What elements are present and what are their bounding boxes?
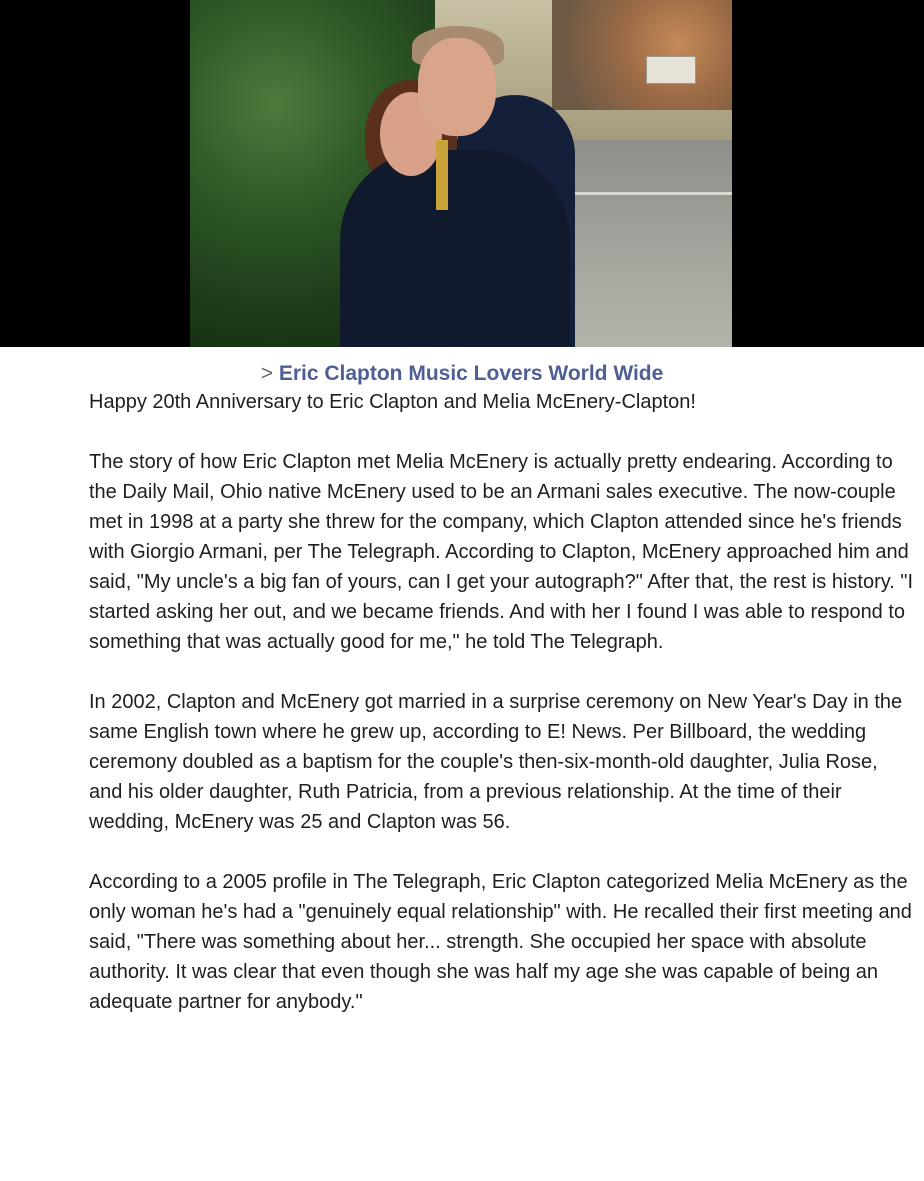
post-body <box>0 361 915 1017</box>
post-paragraph-3: According to a 2005 profile in The Telegraph, Eric Clapton categorized Melia McEnery as the only woman he's had a "genuinely equal relationship" with. He recalled their first meeting and said, "There was something about her... strength. She occupied her space with absolute authority. It was clear that even though she was half my age she was capable of being an adequate partner for anybody." <box>89 871 912 1013</box>
photo-trees <box>552 0 732 110</box>
photo-man-tie <box>436 140 448 210</box>
source-line <box>0 361 924 387</box>
post-paragraph-1: The story of how Eric Clapton met Melia McEnery is actually pretty endearing. According to the Daily Mail, Ohio native McEnery used to be an Armani sales executive. The now-couple met in 1998 at a party she threw for the company, which Clapton attended since he's friends with Giorgio Armani, per The Telegraph. According to Clapton, McEnery approached him and said, "My uncle's a big fan of yours, can I get your autograph?" After that, the rest is history. "I started asking her out, and we became friends. And with her I found I was able to respond to something that was actually good for me," he told The Telegraph. <box>89 451 914 653</box>
post-paragraph-2: In 2002, Clapton and McEnery got married in a surprise ceremony on New Year's Day in the same English town where he grew up, according to E! News. Per Billboard, the wedding ceremony doubled as a baptism for the couple's then-six-month-old daughter, Julia Rose, and his older daughter, Ruth Patricia, from a previous relationship. At the time of their wedding, McEnery was 25 and Clapton was 56. <box>89 691 903 833</box>
post-headline: Happy 20th Anniversary to Eric Clapton and Melia McEnery-Clapton! <box>89 391 696 413</box>
photo-woman-coat <box>340 150 570 347</box>
photo-man-face <box>418 38 496 136</box>
couple-photo[interactable] <box>190 0 732 347</box>
source-arrow: > <box>260 362 273 385</box>
photo-frame <box>0 0 924 347</box>
source-group-link[interactable]: Eric Clapton Music Lovers World Wide <box>278 362 664 385</box>
photo-road-sign <box>646 56 696 84</box>
